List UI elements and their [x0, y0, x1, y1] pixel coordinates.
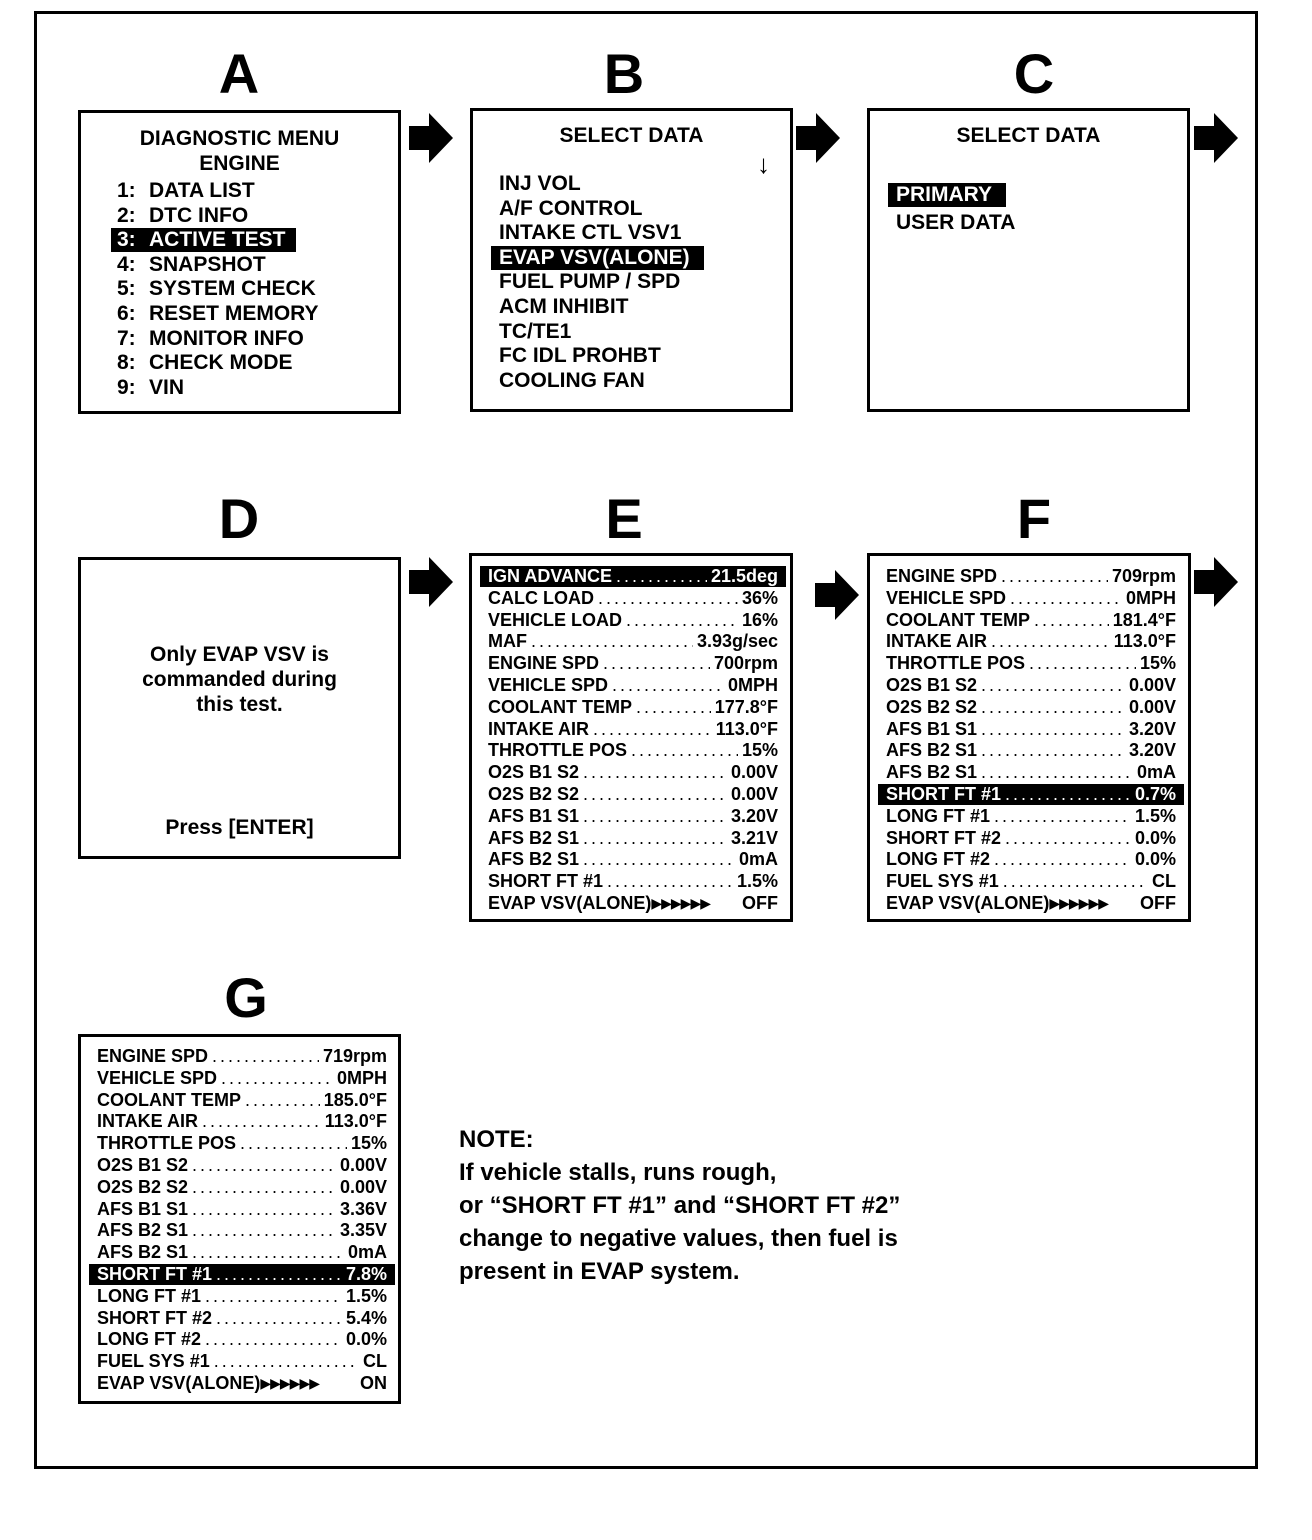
data-row[interactable] — [488, 610, 778, 631]
data-row[interactable] — [97, 1177, 387, 1198]
data-row[interactable] — [97, 1155, 387, 1176]
leader-dots — [221, 1068, 333, 1089]
data-row[interactable] — [488, 871, 778, 892]
select-data-item[interactable]: INJ VOL — [499, 172, 581, 195]
data-row-value: 3.35V — [339, 1220, 387, 1241]
leader-dots — [1005, 828, 1131, 849]
data-row-label: AFS B1 S1 — [886, 718, 978, 739]
leader-dots — [981, 719, 1125, 740]
leader-dots — [603, 653, 710, 674]
panel-a-letter: A — [218, 42, 260, 105]
leader-dots — [981, 697, 1125, 718]
data-row[interactable] — [886, 871, 1176, 892]
data-row-label: O2S B1 S2 — [886, 675, 978, 695]
data-row-label: ENGINE SPD — [886, 566, 998, 586]
panel-g-screen — [78, 1034, 401, 1404]
data-row-value: ON — [360, 1373, 387, 1393]
test-message-line: commanded during — [142, 668, 337, 691]
leader-dots — [583, 784, 727, 805]
data-row-value: 16% — [741, 609, 778, 630]
data-row-label: AFS B2 S1 — [886, 762, 978, 783]
panel-e-screen — [469, 553, 793, 922]
menu-item-label: DTC INFO — [149, 203, 249, 227]
data-row[interactable] — [488, 806, 778, 827]
data-row[interactable] — [488, 893, 778, 914]
data-row[interactable] — [97, 1242, 387, 1263]
data-row[interactable] — [488, 849, 778, 870]
data-row[interactable] — [97, 1351, 387, 1372]
menu-item[interactable] — [117, 351, 293, 375]
menu-item-label: ACTIVE TEST — [149, 228, 286, 252]
menu-item-label: SYSTEM CHECK — [149, 277, 316, 301]
leader-dots — [1003, 871, 1148, 892]
menu-item-number: 4: — [117, 252, 136, 276]
leader-dots — [981, 762, 1133, 783]
data-row-label: THROTTLE POS — [886, 653, 1025, 674]
test-message-line: Only EVAP VSV is — [150, 643, 329, 666]
data-row-value: 7.8% — [345, 1264, 387, 1284]
leader-dots — [192, 1220, 336, 1241]
select-data-item[interactable]: FUEL PUMP / SPD — [499, 270, 681, 294]
data-row-value: 709rpm — [1111, 566, 1176, 586]
panel-a-screen — [78, 110, 401, 414]
note-heading: NOTE: — [459, 1126, 534, 1153]
panel-c-title: SELECT DATA — [956, 124, 1101, 147]
data-row[interactable] — [97, 1133, 387, 1154]
data-row-label: EVAP VSV(ALONE) — [886, 893, 1050, 913]
data-row[interactable] — [488, 828, 778, 849]
data-row-value: 15% — [741, 740, 778, 761]
data-row-value: OFF — [742, 893, 778, 913]
data-row-value: 113.0°F — [324, 1111, 387, 1132]
data-row-label: AFS B1 S1 — [488, 805, 580, 826]
data-row-value: 21.5deg — [710, 566, 778, 586]
data-row-value: 0.00V — [339, 1176, 387, 1197]
data-row-value: CL — [363, 1351, 387, 1372]
data-row[interactable] — [886, 762, 1176, 783]
data-row[interactable] — [886, 893, 1176, 914]
menu-item-number: 6: — [117, 302, 136, 325]
flow-arrow-f-g — [1194, 557, 1238, 607]
data-row-value: 0.00V — [1128, 675, 1176, 695]
data-row-value: 3.36V — [339, 1198, 387, 1219]
data-row[interactable] — [886, 828, 1176, 849]
data-row[interactable] — [488, 740, 778, 761]
leader-dots — [981, 740, 1125, 761]
data-row[interactable] — [488, 675, 778, 696]
note-line: change to negative values, then fuel is — [459, 1225, 898, 1252]
note-line: present in EVAP system. — [459, 1258, 740, 1285]
data-row-label: SHORT FT #2 — [886, 827, 1002, 848]
data-row-value: 177.8°F — [714, 696, 778, 717]
data-row-value: 1.5% — [1134, 805, 1176, 826]
leader-dots — [981, 675, 1125, 696]
arrow-marker: ▶▶▶▶▶▶ — [1049, 895, 1108, 911]
leader-dots — [212, 1046, 319, 1067]
arrow-marker: ▶▶▶▶▶▶ — [651, 895, 710, 911]
leader-dots — [583, 806, 727, 827]
menu-item[interactable] — [117, 376, 184, 400]
data-row-label: AFS B1 S1 — [97, 1198, 189, 1219]
data-row-label: AFS B2 S1 — [488, 849, 580, 870]
leader-dots — [192, 1199, 336, 1220]
data-row-label: EVAP VSV(ALONE) — [488, 893, 652, 913]
leader-dots — [216, 1308, 342, 1329]
menu-item-number: 2: — [117, 203, 136, 227]
data-row[interactable] — [97, 1111, 387, 1132]
data-row[interactable] — [886, 566, 1176, 587]
leader-dots — [192, 1155, 336, 1176]
data-row-value: 15% — [350, 1133, 387, 1154]
data-row-value: 0mA — [738, 849, 778, 870]
menu-item-number: 9: — [117, 375, 136, 399]
panel-e-letter: E — [605, 487, 643, 550]
flow-arrow-b-c — [796, 113, 840, 163]
data-row-label: THROTTLE POS — [488, 740, 627, 761]
data-row[interactable] — [97, 1286, 387, 1307]
press-enter-prompt: Press [ENTER] — [165, 816, 314, 839]
data-row-value: 0MPH — [1125, 587, 1176, 608]
data-row-label: VEHICLE SPD — [97, 1067, 218, 1088]
panel-a-subtitle: ENGINE — [199, 152, 280, 175]
data-row-label: COOLANT TEMP — [488, 696, 632, 717]
data-row-value: 15% — [1139, 653, 1176, 674]
data-row-label: CALC LOAD — [488, 587, 594, 608]
data-row[interactable] — [488, 697, 778, 718]
leader-dots — [994, 849, 1131, 870]
leader-dots — [616, 566, 707, 587]
leader-dots — [205, 1329, 342, 1350]
menu-item-label: CHECK MODE — [149, 351, 293, 375]
menu-item[interactable] — [117, 253, 266, 277]
scroll-down-icon: ↓ — [757, 149, 770, 179]
data-row-label: AFS B2 S1 — [886, 740, 978, 761]
leader-dots — [583, 849, 735, 870]
menu-item-number: 8: — [117, 351, 136, 375]
data-row[interactable] — [97, 1329, 387, 1350]
data-row[interactable] — [886, 697, 1176, 718]
data-row[interactable] — [886, 588, 1176, 609]
leader-dots — [631, 740, 738, 761]
leader-dots — [216, 1264, 342, 1285]
leader-dots — [192, 1242, 344, 1263]
data-row[interactable] — [886, 740, 1176, 761]
data-row-value: 3.20V — [730, 805, 778, 826]
data-row[interactable] — [886, 806, 1176, 827]
menu-item[interactable] — [117, 302, 319, 326]
leader-dots — [612, 675, 724, 696]
data-row-label: THROTTLE POS — [97, 1133, 236, 1154]
menu-item-number: 5: — [117, 277, 136, 301]
data-row-value: 3.93g/sec — [696, 631, 778, 652]
evap-note — [459, 1123, 900, 1288]
menu-item-number: 3: — [117, 228, 136, 252]
panel-b-screen — [470, 108, 793, 412]
data-row-label: EVAP VSV(ALONE) — [97, 1373, 261, 1393]
data-row-label: VEHICLE LOAD — [488, 609, 623, 630]
data-row[interactable] — [878, 784, 1184, 805]
data-row[interactable] — [97, 1090, 387, 1111]
leader-dots — [192, 1177, 336, 1198]
data-row-value: 3.20V — [1128, 718, 1176, 739]
panel-g-letter: G — [224, 966, 268, 1029]
data-row-value: 0MPH — [336, 1067, 387, 1088]
panel-d-letter: D — [218, 487, 260, 550]
data-row-label: LONG FT #1 — [886, 805, 991, 826]
data-row-value: 0.00V — [339, 1155, 387, 1175]
arrow-marker: ▶▶▶▶▶▶ — [260, 1375, 319, 1391]
data-row-label: INTAKE AIR — [97, 1111, 198, 1132]
data-row[interactable] — [886, 631, 1176, 652]
data-row-label: ENGINE SPD — [97, 1046, 209, 1066]
data-row-label: SHORT FT #1 — [488, 871, 604, 892]
panel-d-screen — [78, 557, 401, 859]
leader-dots — [994, 806, 1131, 827]
menu-item-number: 1: — [117, 179, 136, 202]
data-row-value: 1.5% — [736, 871, 778, 892]
data-row-label: SHORT FT #1 — [886, 784, 1002, 804]
data-row-label: INTAKE AIR — [488, 718, 589, 739]
data-row-value: 0.00V — [730, 762, 778, 783]
leader-dots — [531, 631, 693, 652]
data-row-label: VEHICLE SPD — [886, 587, 1007, 608]
data-row-value: 113.0°F — [1113, 631, 1176, 652]
data-row-label: LONG FT #2 — [97, 1329, 202, 1350]
data-row-value: 3.20V — [1128, 740, 1176, 761]
select-data-item[interactable]: ACM INHIBIT — [499, 295, 629, 318]
data-row-label: FUEL SYS #1 — [97, 1351, 210, 1372]
leader-dots — [626, 610, 738, 631]
data-row[interactable] — [488, 653, 778, 674]
panel-b-title: SELECT DATA — [559, 124, 704, 147]
data-row-value: 719rpm — [322, 1046, 387, 1066]
data-row-label: IGN ADVANCE — [488, 566, 613, 586]
panel-b-letter: B — [603, 42, 645, 105]
data-row-value: 113.0°F — [715, 718, 778, 739]
select-data-item[interactable]: INTAKE CTL VSV1 — [499, 221, 682, 245]
data-row-label: O2S B1 S2 — [488, 762, 580, 783]
menu-item-label: VIN — [149, 375, 185, 399]
panel-c-screen — [867, 108, 1190, 412]
data-row-value: 700rpm — [713, 653, 778, 674]
data-row-value: CL — [1152, 871, 1176, 892]
select-data-item[interactable]: USER DATA — [896, 211, 1016, 234]
leader-dots — [1034, 610, 1109, 631]
data-row[interactable] — [488, 784, 778, 805]
flow-arrow-c-d — [1194, 113, 1238, 163]
data-row-label: O2S B2 S2 — [97, 1176, 189, 1197]
menu-item-label: DATA LIST — [149, 179, 255, 202]
data-row-label: O2S B2 S2 — [886, 696, 978, 717]
data-row[interactable] — [89, 1264, 395, 1285]
leader-dots — [1010, 588, 1122, 609]
panel-c-letter: C — [1013, 42, 1055, 105]
data-row-value: 5.4% — [345, 1307, 387, 1328]
leader-dots — [583, 762, 727, 783]
data-row-label: MAF — [488, 631, 527, 652]
leader-dots — [245, 1090, 320, 1111]
leader-dots — [636, 697, 711, 718]
select-data-item[interactable]: EVAP VSV(ALONE) — [491, 246, 704, 270]
data-row-label: SHORT FT #1 — [97, 1264, 213, 1284]
data-row[interactable] — [488, 762, 778, 783]
data-row[interactable] — [97, 1068, 387, 1089]
leader-dots — [598, 588, 738, 609]
data-row-label: AFS B2 S1 — [97, 1242, 189, 1263]
data-row[interactable] — [886, 653, 1176, 674]
data-row-label: FUEL SYS #1 — [886, 871, 999, 892]
menu-item[interactable] — [117, 204, 248, 228]
data-row-value: 181.4°F — [1112, 609, 1176, 630]
data-row[interactable] — [97, 1199, 387, 1220]
data-row[interactable] — [886, 849, 1176, 870]
leader-dots — [205, 1286, 342, 1307]
leader-dots — [1029, 653, 1136, 674]
data-row-label: LONG FT #2 — [886, 849, 991, 870]
data-row-label: O2S B2 S2 — [488, 784, 580, 804]
data-row[interactable] — [886, 610, 1176, 631]
data-row-label: O2S B1 S2 — [97, 1155, 189, 1175]
flow-arrow-a-b — [409, 113, 453, 163]
data-row[interactable] — [97, 1373, 387, 1394]
menu-item-label: RESET MEMORY — [149, 302, 319, 325]
leader-dots — [607, 871, 733, 892]
data-row-value: 0mA — [347, 1242, 387, 1263]
data-row-label: ENGINE SPD — [488, 653, 600, 674]
data-row-label: INTAKE AIR — [886, 631, 987, 652]
data-row-label: VEHICLE SPD — [488, 675, 609, 695]
data-row[interactable] — [97, 1046, 387, 1067]
leader-dots — [991, 631, 1110, 652]
data-row[interactable] — [97, 1220, 387, 1241]
menu-item[interactable] — [117, 327, 304, 351]
menu-item[interactable] — [111, 228, 296, 252]
leader-dots — [240, 1133, 347, 1154]
leader-dots — [214, 1351, 359, 1372]
leader-dots — [1001, 566, 1108, 587]
select-data-item[interactable]: COOLING FAN — [499, 368, 645, 392]
data-row[interactable] — [97, 1308, 387, 1329]
data-row-value: 0.0% — [345, 1329, 387, 1350]
data-row-value: 3.21V — [730, 827, 778, 848]
menu-item-label: MONITOR INFO — [149, 326, 304, 350]
menu-item-label: SNAPSHOT — [149, 252, 266, 276]
data-row-value: 0.7% — [1134, 784, 1176, 804]
data-row[interactable] — [480, 566, 786, 587]
data-row-value: 0mA — [1136, 762, 1176, 783]
leader-dots — [583, 828, 727, 849]
select-data-item[interactable]: PRIMARY — [888, 183, 1006, 207]
data-row-label: COOLANT TEMP — [97, 1089, 241, 1110]
flow-arrow-d-e — [409, 557, 453, 607]
menu-item-number: 7: — [117, 326, 136, 350]
select-data-item[interactable]: A/F CONTROL — [499, 196, 643, 220]
panel-f-screen — [867, 553, 1191, 922]
data-row[interactable] — [488, 719, 778, 740]
data-row-value: OFF — [1140, 893, 1176, 913]
test-message-line: this test. — [196, 693, 283, 716]
data-row-label: AFS B2 S1 — [97, 1220, 189, 1241]
data-row-label: LONG FT #1 — [97, 1285, 202, 1306]
panel-a-title: DIAGNOSTIC MENU — [139, 127, 340, 150]
data-row-value: 0.00V — [1128, 696, 1176, 717]
data-row[interactable] — [488, 631, 778, 652]
note-line: If vehicle stalls, runs rough, — [459, 1159, 777, 1186]
note-line: or “SHORT FT #1” and “SHORT FT #2” — [459, 1192, 901, 1219]
data-row[interactable] — [886, 675, 1176, 696]
select-data-item[interactable]: FC IDL PROHBT — [499, 344, 661, 368]
data-row-value: 36% — [741, 587, 778, 608]
data-row[interactable] — [886, 719, 1176, 740]
data-row-label: SHORT FT #2 — [97, 1307, 213, 1328]
data-row-value: 1.5% — [345, 1285, 387, 1306]
data-row[interactable] — [488, 588, 778, 609]
menu-item[interactable] — [117, 179, 255, 203]
data-row-label: AFS B2 S1 — [488, 827, 580, 848]
data-row-value: 0.0% — [1134, 849, 1176, 870]
leader-dots — [593, 719, 712, 740]
leader-dots — [1005, 784, 1131, 805]
flow-arrow-e-f — [815, 570, 859, 620]
leader-dots — [202, 1111, 321, 1132]
data-row-value: 0MPH — [727, 675, 778, 695]
data-row-value: 0.00V — [730, 784, 778, 804]
data-row-value: 0.0% — [1134, 827, 1176, 848]
panel-f-letter: F — [1016, 487, 1052, 550]
menu-item[interactable] — [117, 277, 316, 301]
select-data-item[interactable]: TC/TE1 — [499, 319, 572, 343]
data-row-label: COOLANT TEMP — [886, 609, 1030, 630]
data-row-value: 185.0°F — [323, 1089, 387, 1110]
